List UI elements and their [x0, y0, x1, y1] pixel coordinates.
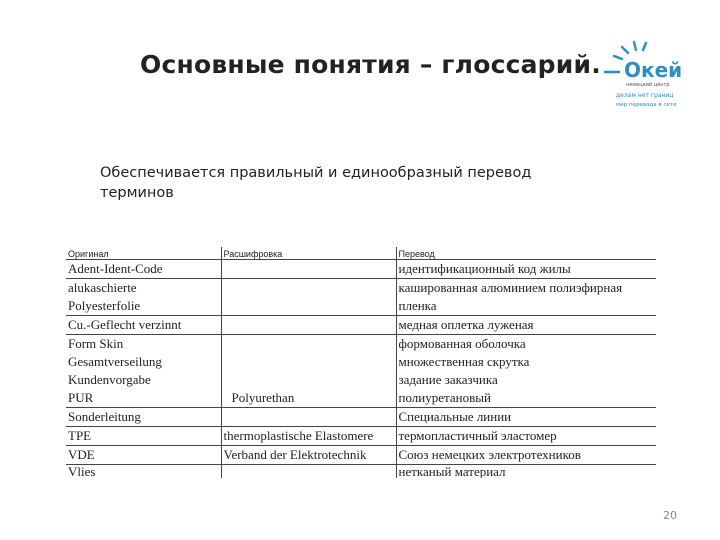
cell-translation: термопластичный эластомер — [396, 427, 656, 446]
cell-original: Adent-Ident-Code — [66, 260, 221, 279]
cell-translation: идентификационный код жилы — [396, 260, 656, 279]
table-row — [66, 408, 656, 427]
cell-translation: медная оплетка луженая — [396, 316, 656, 335]
table-row — [66, 297, 656, 316]
cell-translation: Союз немецких электротехников — [396, 446, 656, 465]
cell-translation: задание заказчика — [396, 371, 656, 389]
table-row — [66, 427, 656, 446]
cell-original: Vlies — [68, 464, 96, 478]
cell-expansion — [221, 316, 396, 335]
cell-translation: пленка — [396, 297, 656, 316]
cell-translation: нетканый материал — [396, 465, 656, 479]
cell-original: VDE — [66, 446, 221, 465]
cell-expansion — [221, 371, 396, 389]
table-row — [66, 353, 656, 371]
column-header-original: Оригинал — [66, 247, 221, 260]
table-row — [66, 465, 656, 479]
table-row — [66, 446, 656, 465]
cell-expansion — [221, 260, 396, 279]
cell-original: Cu.-Geflecht verzinnt — [66, 316, 221, 335]
table-header-row — [66, 247, 656, 260]
cell-expansion — [221, 353, 396, 371]
cell-original: PUR — [66, 389, 221, 408]
company-logo — [600, 38, 700, 118]
cell-translation: кашированная алюминием полиэфирная — [396, 279, 656, 298]
intro-text: Обеспечивается правильный и единообразный перевод терминов — [100, 165, 532, 201]
cell-expansion: Polyurethan — [221, 389, 396, 408]
cell-expansion — [221, 408, 396, 427]
table-row — [66, 335, 656, 354]
slide-title: Основные понятия – глоссарий. — [140, 50, 601, 79]
column-header-expansion: Расшифровка — [221, 247, 396, 260]
cell-original: Kundenvorgabe — [68, 372, 151, 387]
table-row — [66, 389, 656, 408]
table-row — [66, 260, 656, 279]
table-row — [66, 279, 656, 298]
cell-expansion: thermoplastische Elastomere — [221, 427, 396, 446]
table-row — [66, 316, 656, 335]
cell-original: Polyesterfolie — [66, 297, 221, 316]
column-header-translation: Перевод — [396, 247, 656, 260]
cell-original: TPE — [66, 427, 221, 446]
cell-expansion — [221, 279, 396, 298]
logo-tagline: мир перевода в сети — [616, 102, 677, 108]
logo-subtitle: немецкий центр — [626, 82, 670, 88]
logo-slogan: делам нет границ — [616, 92, 674, 99]
cell-original: Form Skin — [68, 336, 124, 351]
cell-original: Gesamtverseilung — [68, 354, 162, 369]
cell-original: Sonderleitung — [66, 408, 221, 427]
cell-translation: полиуретановый — [396, 389, 656, 408]
cell-original: alukaschierte — [68, 280, 137, 295]
cell-expansion — [221, 465, 396, 479]
cell-expansion: Verband der Elektrotechnik — [221, 446, 396, 465]
logo-name: Окей — [624, 58, 683, 82]
cell-translation: Специальные линии — [396, 408, 656, 427]
cell-expansion — [221, 297, 396, 316]
glossary-table — [66, 247, 656, 478]
page-number: 20 — [663, 509, 677, 522]
cell-expansion — [221, 335, 396, 354]
cell-translation: множественная скрутка — [396, 353, 656, 371]
cell-translation: формованная оболочка — [396, 335, 656, 354]
table-row — [66, 371, 656, 389]
